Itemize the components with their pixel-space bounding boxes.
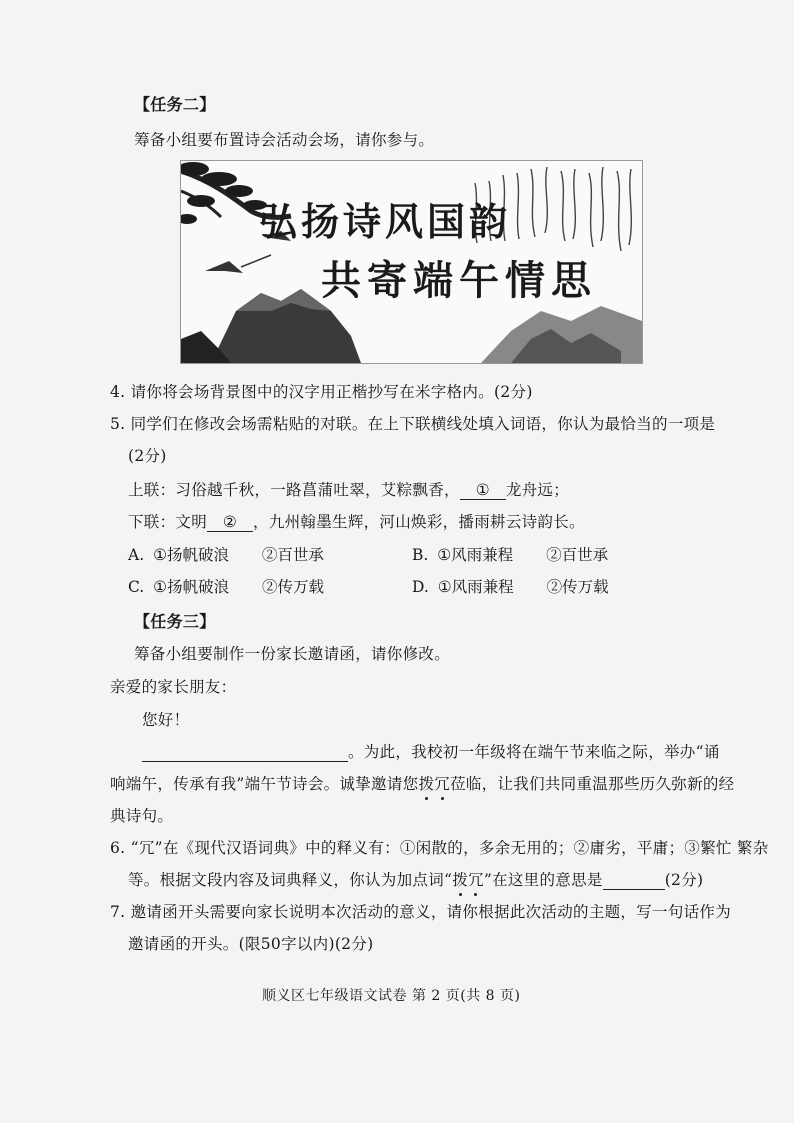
option-d-first: ①风雨兼程	[437, 578, 514, 596]
letter-body-line2	[110, 772, 734, 794]
couplet-lower	[128, 510, 585, 532]
couplet-upper-suffix: 龙舟远；	[505, 481, 570, 499]
option-b[interactable]	[412, 543, 608, 565]
couplet-lower-prefix: 下联：文明	[128, 513, 208, 531]
option-a-first: ①扬帆破浪	[153, 546, 229, 564]
question-4: 4. 请你将会场背景图中的汉字用正楷抄写在米字格内。(2分)	[110, 383, 533, 401]
couplet-lower-blank[interactable]: ②	[207, 513, 253, 532]
couplet-upper-blank[interactable]: ①	[460, 481, 506, 500]
letter-opening-blank[interactable]	[142, 743, 348, 762]
task2-intro: 筹备小组要布置诗会活动会场，请你参与。	[134, 131, 435, 149]
task3-intro: 筹备小组要制作一份家长邀请函，请你修改。	[134, 645, 451, 663]
option-a[interactable]	[128, 543, 324, 565]
page-footer: 顺义区七年级语文试卷 第 2 页(共 8 页)	[262, 988, 521, 1004]
option-a-second: ②百世承	[261, 546, 324, 564]
option-b-label: B.	[412, 546, 429, 564]
option-c-first: ①扬帆破浪	[153, 578, 230, 596]
question-7-line2: 邀请函的开头。(限50字以内)(2分)	[128, 935, 374, 953]
letter-body-2-post: 莅临，让我们共同重温那些历久弥新的经	[450, 775, 735, 793]
option-d-second: ②传万载	[546, 578, 609, 596]
option-d[interactable]	[412, 575, 609, 597]
couplet-upper-prefix: 上联：习俗越千秋，一路菖蒲吐翠，艾粽飘香，	[128, 481, 460, 499]
question-6-answer-blank[interactable]	[603, 871, 665, 890]
option-b-second: ②百世承	[546, 546, 609, 564]
question-6-pre: 等。根据文段内容及词典释义，你认为加点词“	[128, 871, 453, 889]
question-6-line1: 6. “冗”在《现代汉语词典》中的释义有：①闲散的，多余无用的；②庸劣，平庸；③繁忙 繁杂	[110, 839, 769, 857]
question-6-post: ”在这里的意思是	[483, 871, 603, 889]
q6-dotted-char-bo: 拨	[452, 868, 468, 890]
dotted-char-rong: 冗	[434, 772, 450, 794]
letter-salutation: 亲爱的家长朋友：	[110, 678, 237, 696]
banner-line1: 弘扬诗风国韵	[259, 199, 512, 244]
letter-body-1: 。为此，我校初一年级将在端午节来临之际，举办“诵	[348, 743, 720, 761]
question-5-line1: 5. 同学们在修改会场需粘贴的对联。在上下联横线处填入词语，你认为最恰当的一项是	[110, 415, 716, 433]
couplet-upper	[128, 478, 569, 500]
letter-body-line3: 典诗句。	[110, 807, 174, 825]
question-5-line2: (2分)	[128, 447, 167, 465]
dotted-char-bo: 拨	[418, 772, 434, 794]
task3-heading: 【任务三】	[134, 612, 216, 631]
letter-body-2-pre: 响端午，传承有我”端午节诗会。诚挚邀请您	[110, 775, 419, 793]
question-7-line1: 7. 邀请函开头需要向家长说明本次活动的意义，请你根据此次活动的主题，写一句话作为	[110, 903, 732, 921]
task2-heading: 【任务二】	[134, 95, 216, 114]
letter-greeting: 您好！	[142, 711, 190, 729]
option-d-label: D.	[412, 578, 429, 596]
banner-line2: 共寄端午情思	[321, 257, 597, 304]
question-6-score: (2分)	[664, 871, 704, 889]
question-6-line2	[128, 868, 703, 890]
ink-landscape-calligraphy-image	[180, 160, 643, 364]
q6-dotted-char-rong: 冗	[468, 868, 484, 890]
letter-body-line1	[142, 740, 720, 762]
option-b-first: ①风雨兼程	[437, 546, 514, 564]
couplet-lower-suffix: ，九州翰墨生辉，河山焕彩，播雨耕云诗韵长。	[253, 513, 585, 531]
option-c-label: C.	[128, 578, 145, 596]
option-c-second: ②传万载	[262, 578, 325, 596]
option-c[interactable]	[128, 575, 324, 597]
option-a-label: A.	[128, 546, 145, 564]
